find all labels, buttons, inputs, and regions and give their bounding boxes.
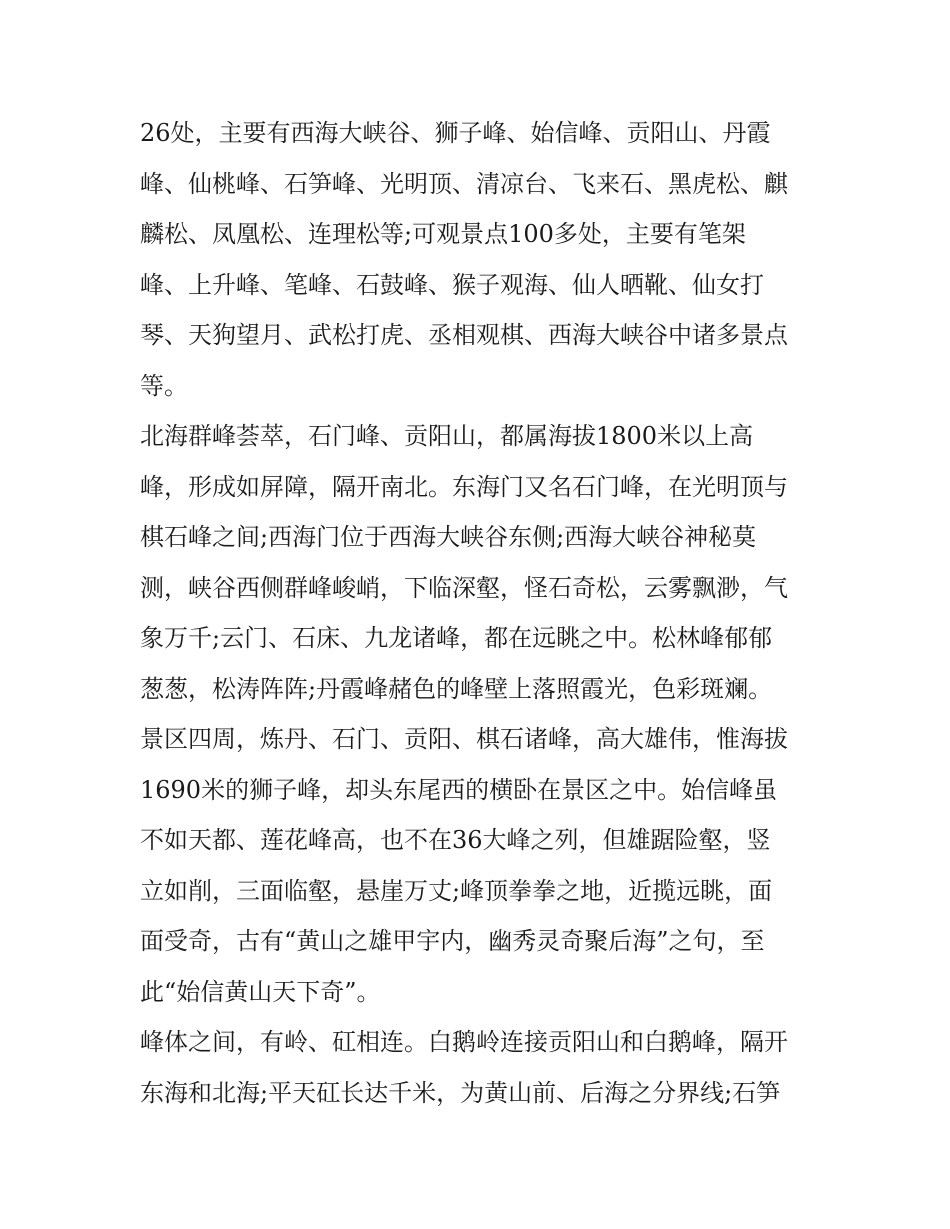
text-line: 麟松、凤凰松、连理松等;可观景点100多处，主要有笔架 <box>140 220 746 248</box>
text-line: 峰、上升峰、笔峰、石鼓峰、猴子观海、仙人晒靴、仙女打 <box>140 270 764 299</box>
text-line: 景区四周，炼丹、石门、贡阳、棋石诸峰，高大雄伟，惟海拔 <box>140 725 788 753</box>
text-line: 不如天都、莲花峰高，也不在36大峰之列，但雄踞险壑，竖 <box>140 826 771 854</box>
text-line: 面受奇，古有“黄山之雄甲宇内，幽秀灵奇聚后海”之句，至 <box>140 927 765 955</box>
text-line: 北海群峰荟萃，石门峰、贡阳山，都属海拔1800米以上高 <box>140 422 754 450</box>
text-line: 东海和北海;平天矼长达千米，为黄山前、后海之分界线;石笋 <box>140 1078 781 1107</box>
text-line: 立如削，三面临壑，悬崖万丈;峰顶拳拳之地，近揽远眺，面 <box>140 876 773 905</box>
text-line: 峰，形成如屏障，隔开南北。东海门又名石门峰，在光明顶与 <box>140 472 788 501</box>
text-line: 峰体之间，有岭、矼相连。白鹅岭连接贡阳山和白鹅峰，隔开 <box>140 1028 788 1056</box>
text-line: 此“始信黄山天下奇”。 <box>140 977 381 1006</box>
text-line: 峰、仙桃峰、石笋峰、光明顶、清凉台、飞来石、黑虎松、麒 <box>140 169 788 198</box>
text-line: 棋石峰之间;西海门位于西海大峡谷东侧;西海大峡谷神秘莫 <box>140 523 757 551</box>
text-line: 琴、天狗望月、武松打虎、丞相观棋、西海大峡谷中诸多景点 <box>140 321 788 349</box>
text-line: 象万千;云门、石床、九龙诸峰，都在远眺之中。松林峰郁郁 <box>140 624 773 652</box>
text-line: 1690米的狮子峰，却头东尾西的横卧在景区之中。始信峰虽 <box>140 775 778 804</box>
text-line: 等。 <box>140 371 188 400</box>
text-line: 26处，主要有西海大峡谷、狮子峰、始信峰、贡阳山、丹霞 <box>140 119 771 147</box>
body-text <box>140 108 830 1118</box>
text-line: 测，峡谷西侧群峰峻峭，下临深壑，怪石奇松，云雾飘渺，气 <box>140 573 788 602</box>
text-line: 葱葱，松涛阵阵;丹霞峰赭色的峰壁上落照霞光，色彩斑斓。 <box>140 674 773 703</box>
